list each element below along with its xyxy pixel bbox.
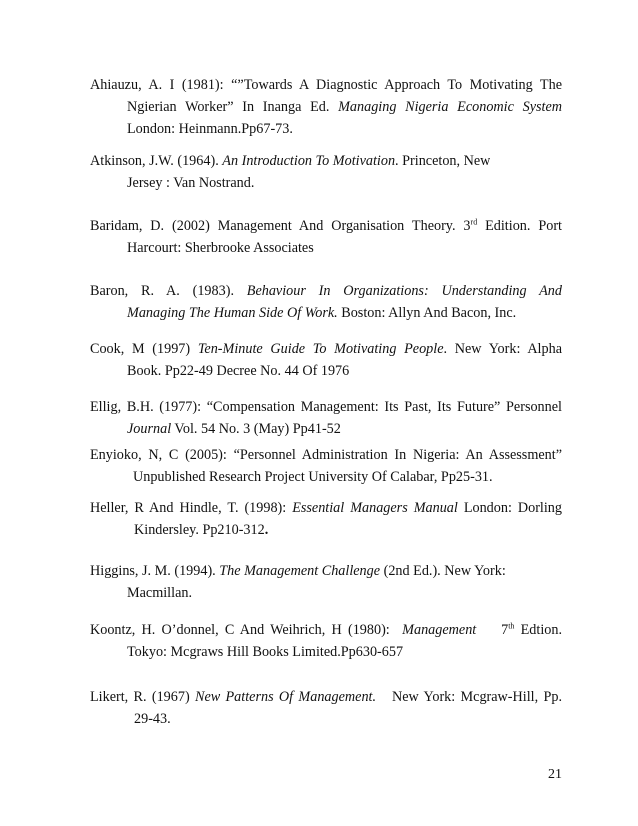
reference-line: Atkinson, J.W. (1964). An Introduction To Motivation. Princeton, New	[90, 153, 490, 169]
reference-line: Likert, R. (1967) New Patterns Of Management. New York: Mcgraw-Hill, Pp.	[90, 689, 562, 705]
reference-entry	[90, 150, 490, 194]
reference-line: Baridam, D. (2002) Management And Organisation Theory. 3rd Edition. Port	[90, 217, 562, 234]
reference-line: Kindersley. Pp210-312.	[134, 522, 269, 538]
reference-line: Enyioko, N, C (2005): “Personnel Administration In Nigeria: An Assessment”	[90, 447, 562, 463]
reference-line: Ahiauzu, A. I (1981): “”Towards A Diagnostic Approach To Motivating The	[90, 77, 562, 93]
reference-entry	[90, 338, 562, 382]
reference-entry	[90, 619, 562, 663]
reference-line: London: Heinmann.Pp67-73.	[127, 121, 293, 137]
reference-line: Koontz, H. O’donnel, C And Weihrich, H (1980): Management 7th Edtion.	[90, 621, 562, 638]
reference-entry	[90, 686, 562, 730]
reference-entry	[90, 560, 530, 604]
reference-line: Managing The Human Side Of Work. Boston: Allyn And Bacon, Inc.	[127, 305, 517, 321]
reference-entry	[90, 215, 562, 259]
reference-line: Baron, R. A. (1983). Behaviour In Organizations: Understanding And	[90, 283, 562, 299]
reference-entry	[90, 280, 562, 324]
reference-line: Tokyo: Mcgraws Hill Books Limited.Pp630-657	[127, 644, 404, 660]
reference-line: Journal Vol. 54 No. 3 (May) Pp41-52	[127, 421, 341, 437]
reference-line: Ngierian Worker” In Inanga Ed. Managing Nigeria Economic System	[127, 99, 562, 115]
reference-entry	[90, 396, 562, 440]
reference-line: Book. Pp22-49 Decree No. 44 Of 1976	[127, 363, 350, 379]
reference-line: Ellig, B.H. (1977): “Compensation Management: Its Past, Its Future” Personnel	[90, 399, 562, 415]
reference-line: Unpublished Research Project University Of Calabar, Pp25-31.	[133, 469, 493, 485]
reference-line: Harcourt: Sherbrooke Associates	[127, 240, 314, 256]
reference-entry	[90, 497, 562, 541]
reference-line: Jersey : Van Nostrand.	[127, 175, 255, 191]
reference-line: Cook, M (1997) Ten-Minute Guide To Motivating People. New York: Alpha	[90, 341, 562, 357]
reference-line: Macmillan.	[127, 585, 193, 601]
page-number: 21	[548, 767, 562, 782]
reference-line: Heller, R And Hindle, T. (1998): Essential Managers Manual London: Dorling	[90, 500, 562, 516]
reference-entry	[90, 74, 562, 140]
reference-entry	[90, 444, 562, 488]
reference-line: Higgins, J. M. (1994). The Management Challenge (2nd Ed.). New York:	[90, 563, 506, 579]
reference-line: 29-43.	[134, 711, 171, 727]
